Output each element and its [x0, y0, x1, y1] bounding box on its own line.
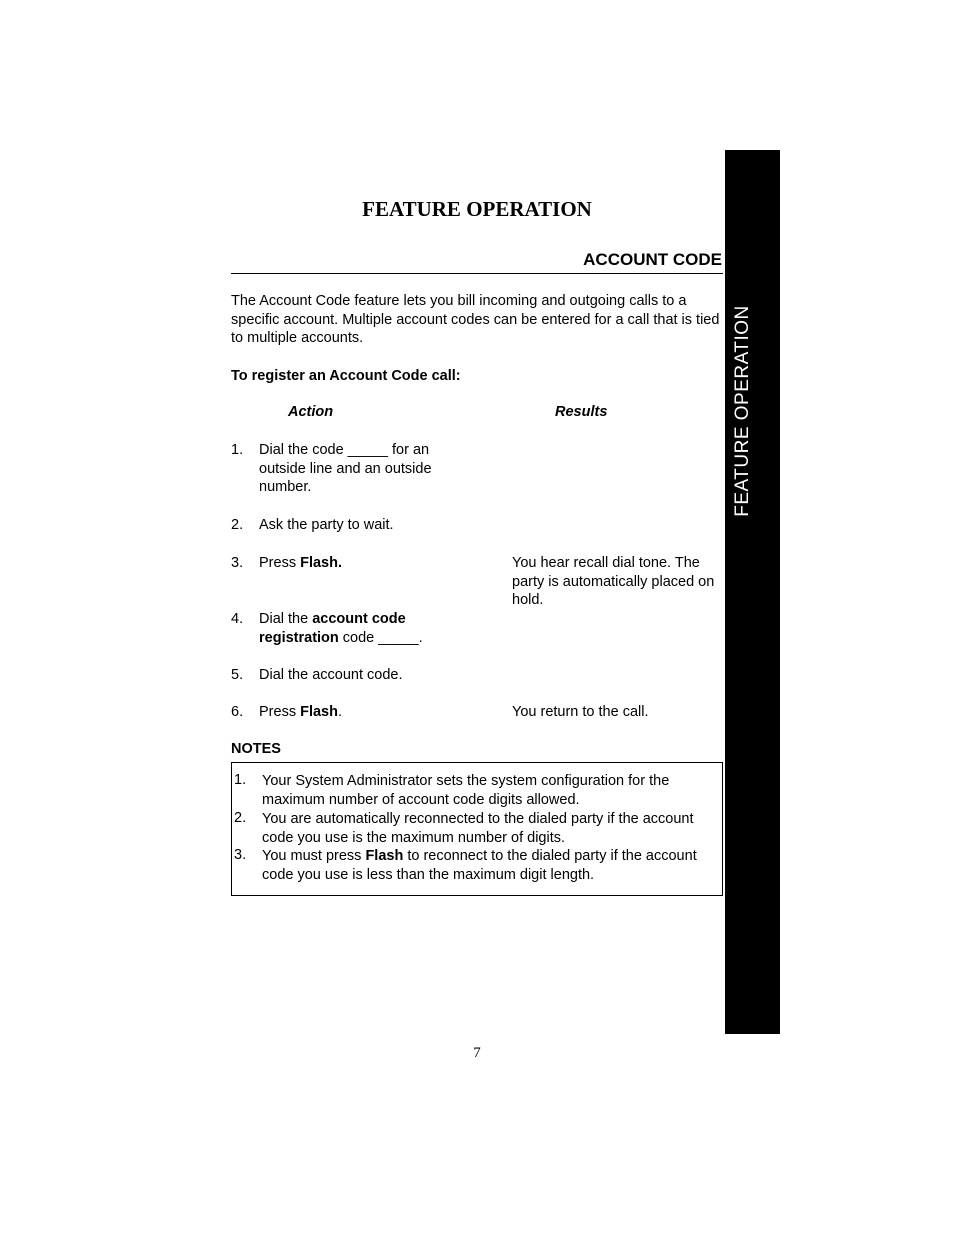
side-tab	[725, 150, 780, 1034]
step-action-text: Dial the	[259, 611, 313, 627]
step-action-text: Press	[259, 704, 301, 720]
flash-key-label: Flash.	[300, 555, 342, 571]
step-action: Dial the code _____ for an outside line and an outside number.	[259, 442, 432, 496]
step-number: 5.	[231, 667, 244, 683]
flash-key-label: Flash	[365, 848, 404, 864]
step-result: You return to the call.	[512, 704, 649, 720]
account-code-registration-label: account code registration	[259, 611, 406, 646]
step-action: Dial the account code.	[259, 667, 403, 683]
step-action-text: code _____.	[338, 629, 423, 646]
note-number: 3.	[234, 847, 247, 863]
step-number: 1.	[231, 442, 244, 458]
step-action-text: .	[337, 704, 342, 720]
note-text: You are automatically reconnected to the dialed party if the account code you use is the maximum number of digits.	[262, 811, 694, 846]
step-action	[259, 703, 489, 722]
section-title: ACCOUNT CODE	[583, 250, 722, 269]
step-result: You hear recall dial tone. The party is automatically placed on hold.	[512, 555, 715, 609]
step-action: Ask the party to wait.	[259, 517, 394, 533]
step-action	[259, 554, 489, 573]
step-number: 2.	[231, 517, 244, 533]
step-number: 6.	[231, 704, 244, 720]
section-divider	[231, 273, 723, 274]
results-column-header: Results	[555, 404, 608, 420]
step-action-text: Press	[259, 555, 301, 571]
step-number: 4.	[231, 611, 244, 627]
page-title: FEATURE OPERATION	[362, 197, 592, 221]
intro-paragraph: The Account Code feature lets you bill incoming and outgoing calls to a specific account. Multiple account codes can be entered for a call that is tied to multiple accounts.	[231, 293, 720, 347]
step-number: 3.	[231, 555, 244, 571]
side-tab-label: FEATURE OPERATION	[732, 305, 753, 517]
procedure-heading: To register an Account Code call:	[231, 368, 461, 384]
action-column-header: Action	[288, 404, 334, 420]
page-number: 7	[473, 1045, 481, 1061]
note-number: 2.	[234, 810, 247, 826]
note-number: 1.	[234, 772, 247, 788]
flash-key-label: Flash	[300, 704, 338, 720]
note-text-part: You must press	[262, 848, 366, 864]
notes-heading: NOTES	[231, 741, 281, 757]
note-text-part: to reconnect to the dialed party if the account code you use is less than the maximum digit length.	[262, 848, 697, 883]
note-text: Your System Administrator sets the system configuration for the maximum number of account code digits allowed.	[262, 773, 670, 808]
step-action	[259, 610, 449, 647]
note-text	[262, 847, 717, 884]
